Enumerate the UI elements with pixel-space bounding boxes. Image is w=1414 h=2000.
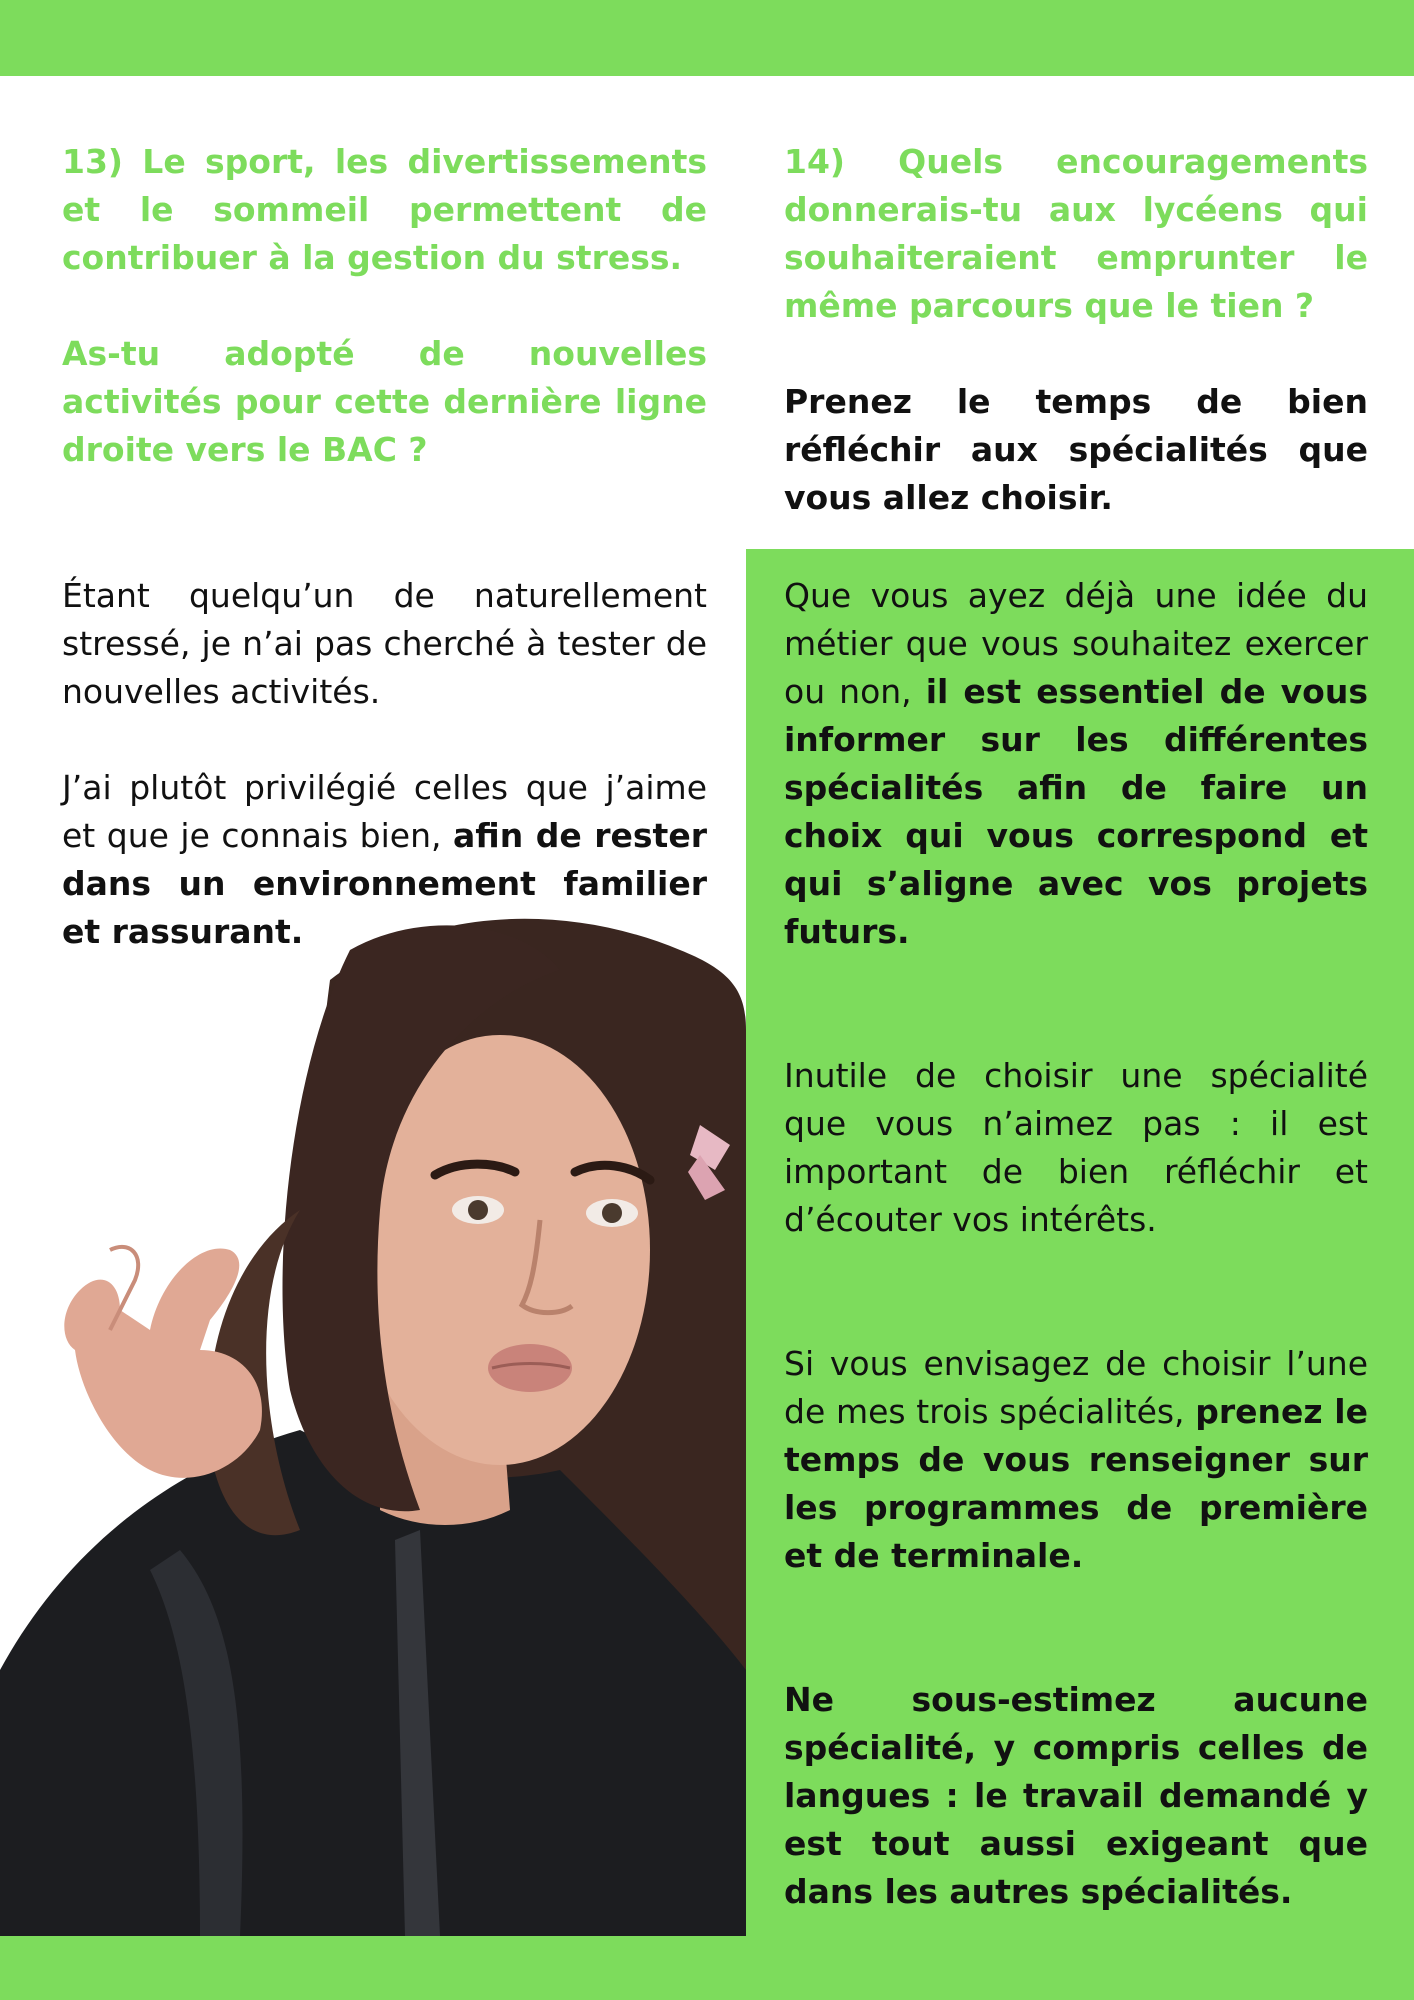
answer-13 <box>62 572 707 956</box>
question-14 <box>784 138 1368 522</box>
answer-13-paragraph-2: J’ai plutôt privilégié celles que j’aime et que je connais bien, afin de rester dans un environnement familier et rassurant. <box>62 768 707 951</box>
answer-14-paragraph-2: Inutile de choisir une spécialité que vous n’aimez pas : il est important de bien réfléchir et d’écouter vos intérêts. <box>784 1056 1368 1239</box>
student-portrait-photo <box>0 910 746 1936</box>
answer-13-paragraph-1: Étant quelqu’un de naturellement stressé, je n’ai pas cherché à tester de nouvelles activités. <box>62 576 707 711</box>
answer-14-paragraph-4: Ne sous-estimez aucune spécialité, y compris celles de langues : le travail demandé y est tout aussi exigeant que dans les autres spécialités. <box>784 1680 1368 1911</box>
top-green-band <box>0 0 1414 76</box>
bottom-green-band <box>0 1936 1414 2000</box>
answer-14-intro: Prenez le temps de bien réfléchir aux spécialités que vous allez choisir. <box>784 382 1368 517</box>
question-13-subquestion: As-tu adopté de nouvelles activités pour cette dernière ligne droite vers le BAC ? <box>62 334 707 469</box>
question-13 <box>62 138 707 474</box>
answer-14-paragraph-1: Que vous ayez déjà une idée du métier que vous souhaitez exercer ou non, il est essentiel de vous informer sur les différentes spécialités afin de faire un choix qui vous correspond et qui s’aligne avec vos projets futurs. <box>784 576 1368 951</box>
answer-14 <box>784 572 1368 1916</box>
answer-14-paragraph-3: Si vous envisagez de choisir l’une de mes trois spécialités, prenez le temps de vous renseigner sur les programmes de première et de terminale. <box>784 1344 1368 1575</box>
question-13-text: 13) Le sport, les divertissements et le sommeil permettent de contribuer à la gestion du stress. <box>62 142 707 277</box>
question-14-text: 14) Quels encouragements donnerais-tu aux lycéens qui souhaiteraient emprunter le même parcours que le tien ? <box>784 142 1368 325</box>
